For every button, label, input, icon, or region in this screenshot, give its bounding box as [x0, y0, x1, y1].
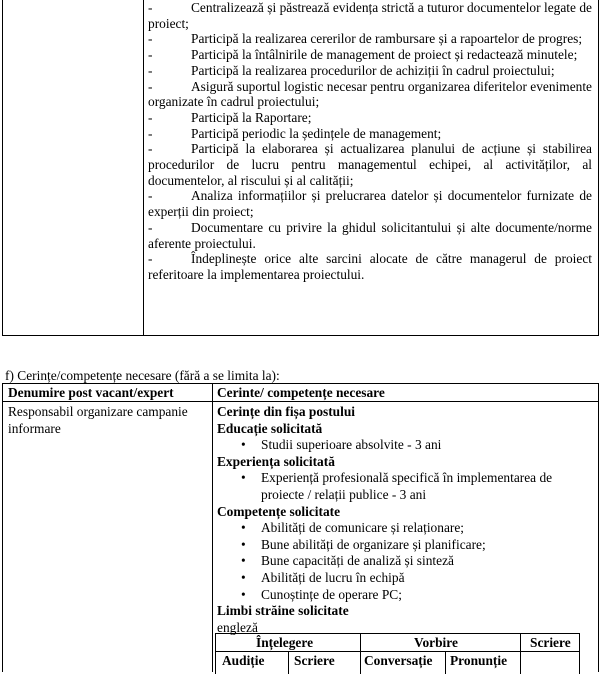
- duty-item: [148, 188, 592, 219]
- duty-item: [148, 0, 592, 31]
- comp-title: Competențe solicitate: [217, 503, 341, 519]
- duty-item: [148, 110, 592, 126]
- dash-marker: -: [148, 47, 153, 63]
- bullet-icon: •: [241, 536, 246, 552]
- bullet-icon: •: [241, 553, 246, 569]
- duty-text: Documentare cu privire la ghidul solicitantului și alte documente/norme aferente proiectului.: [148, 219, 592, 251]
- header-post: Denumire post vacant/expert: [8, 385, 174, 400]
- req-title: Cerințe din fișa postului: [217, 404, 356, 419]
- lang-vorbire: Vorbire: [414, 635, 458, 650]
- comp-item: Cunoștințe de operare PC;: [261, 586, 402, 602]
- duty-text: Îndeplinește orice alte sarcini alocate de către managerul de proiect referitoare la implementarea proiectului.: [148, 251, 592, 282]
- lang-scriere: Scriere: [530, 635, 571, 650]
- header-requirements: Cerinte/ competențe necesare: [217, 385, 385, 400]
- duty-item: [148, 63, 592, 79]
- dash-marker: -: [148, 188, 153, 204]
- language-grid: [215, 633, 580, 674]
- list-item: [217, 587, 595, 604]
- requirements-table: [2, 383, 599, 672]
- duty-item: [148, 31, 592, 47]
- requirements-cell: [217, 404, 595, 636]
- duty-text: Analiza informațiilor și prelucrarea datelor și documentelor furnizate de experții din proiect;: [148, 188, 592, 220]
- duty-item: [148, 79, 592, 110]
- lang-intelegere: Înțelegere: [256, 635, 314, 650]
- lang-value: engleză: [217, 619, 258, 635]
- duty-item: [148, 47, 592, 63]
- duties-list: [148, 0, 592, 283]
- comp-item: Bune capacități de analiză și sinteză: [261, 553, 454, 569]
- duty-text: Participă la realizarea procedurilor de achiziții în cadrul proiectului;: [191, 62, 555, 78]
- comp-item: Abilități de lucru în echipă: [261, 569, 405, 585]
- grid-line: [216, 651, 579, 652]
- exp-title: Experiența solicitată: [217, 453, 335, 469]
- duty-text: Participă la Raportare;: [191, 109, 312, 125]
- duty-item: [148, 141, 592, 188]
- duties-table-left-cell: [3, 0, 144, 335]
- duty-text: Centralizează și păstrează evidența strictă a tuturor documentelor legate de proiect;: [148, 0, 592, 31]
- lang-auditie: Audiție: [222, 653, 265, 668]
- duty-item: [148, 126, 592, 142]
- edu-item: Studii superioare absolvite - 3 ani: [261, 437, 442, 453]
- exp-item: Experiență profesională specifică în implementarea de proiecte / relații publice - 3 ani: [261, 470, 553, 502]
- duty-item: [148, 251, 592, 282]
- duty-text: Participă la realizarea cererilor de rambursare și a rapoartelor de progres;: [191, 31, 583, 47]
- list-item: [217, 520, 595, 537]
- duty-text: Participă periodic la ședințele de management;: [191, 125, 442, 141]
- duty-text: Participă la întâlnirile de management de proiect și redactează minutele;: [191, 47, 578, 63]
- dash-marker: -: [148, 109, 153, 125]
- list-item: [217, 470, 595, 503]
- section-f-heading: f) Cerințe/competențe necesare (fără a se limita la):: [5, 368, 280, 383]
- dash-marker: -: [148, 251, 153, 267]
- dash-marker: -: [148, 62, 153, 78]
- bullet-icon: •: [241, 437, 246, 453]
- dash-marker: -: [148, 141, 153, 157]
- bullet-icon: •: [241, 520, 246, 536]
- bullet-icon: •: [241, 470, 246, 486]
- duty-text: Asigură suportul logistic necesar pentru organizarea diferitelor evenimente organizate în cadrul proiectului;: [148, 78, 592, 110]
- list-item: [217, 437, 595, 454]
- dash-marker: -: [148, 0, 153, 15]
- bullet-icon: •: [241, 586, 246, 602]
- lang-pronuntie: Pronunție: [450, 653, 508, 668]
- column-divider: [212, 384, 213, 672]
- lang-conversatie: Conversație: [364, 653, 433, 668]
- post-name: Responsabil organizare campanie informare: [8, 404, 188, 436]
- list-item: [217, 553, 595, 570]
- dash-marker: -: [148, 219, 153, 235]
- lang-title: Limbi străine solicitate: [217, 603, 349, 619]
- dash-marker: -: [148, 78, 153, 94]
- edu-title: Educație solicitată: [217, 420, 323, 436]
- list-item: [217, 570, 595, 587]
- lang-scriere-sub: Scriere: [294, 653, 335, 668]
- duties-table: [2, 0, 599, 336]
- grid-line: [360, 634, 361, 674]
- comp-item: Abilități de comunicare și relaționare;: [261, 520, 465, 536]
- grid-line: [520, 634, 521, 674]
- list-item: [217, 537, 595, 554]
- bullet-icon: •: [241, 569, 246, 585]
- duty-text: Participă la elaborarea și actualizarea planului de acțiune și stabilirea procedurilor de lucru pentru managementul echipei, al activităților, al documentelor, al riscului și al calității;: [148, 141, 592, 188]
- dash-marker: -: [148, 125, 153, 141]
- duty-item: [148, 220, 592, 251]
- comp-item: Bune abilități de organizare și planificare;: [261, 536, 486, 552]
- dash-marker: -: [148, 31, 153, 47]
